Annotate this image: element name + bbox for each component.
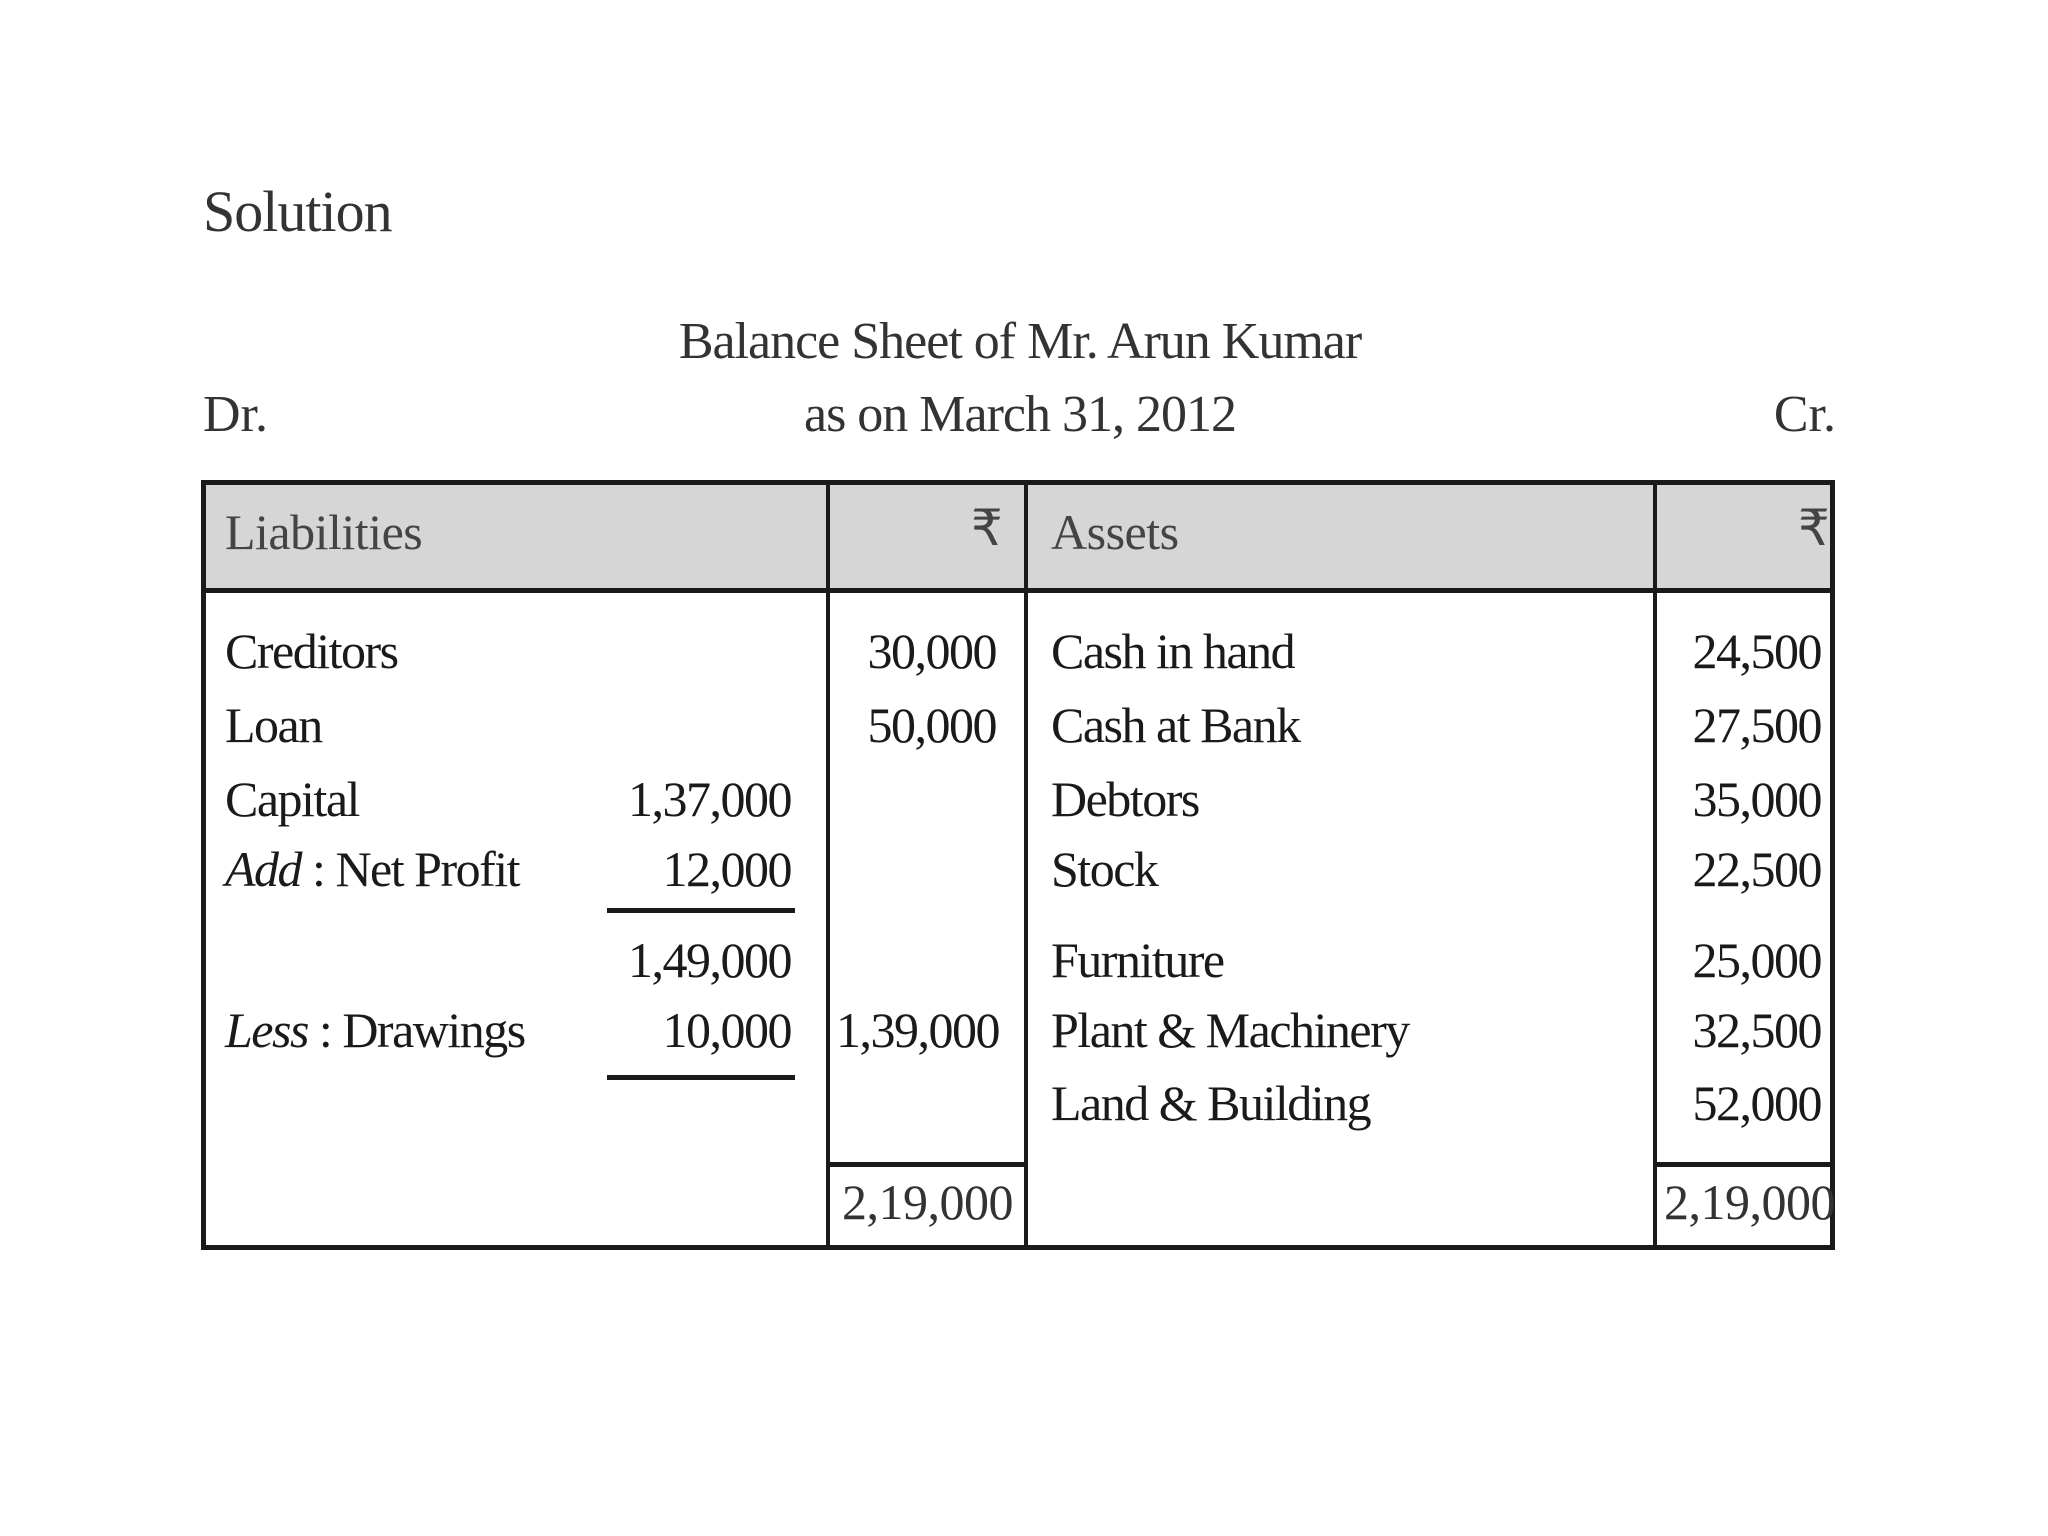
solution-heading: Solution <box>203 179 392 244</box>
asset-label-stock: Stock <box>1051 841 1158 897</box>
capital-amount: 1,37,000 <box>628 771 791 827</box>
capital-net-amount: 1,39,000 <box>836 1002 999 1058</box>
capital-label: Capital <box>225 771 359 827</box>
drawings-label <box>225 1001 525 1059</box>
asset-label-furniture: Furniture <box>1051 932 1224 988</box>
asset-label-land-building: Land & Building <box>1051 1075 1371 1131</box>
liabilities-header: Liabilities <box>225 504 423 560</box>
credit-label: Cr. <box>1773 386 1836 443</box>
balance-sheet-title: Balance Sheet of Mr. Arun Kumar <box>678 313 1362 370</box>
liability-label-loan: Loan <box>225 697 322 753</box>
rupee-icon: ₹ <box>1798 499 1830 557</box>
asset-amount-furniture: 25,000 <box>1692 932 1821 988</box>
asset-label-cash-at-bank: Cash at Bank <box>1051 697 1300 753</box>
asset-amount-plant-machinery: 32,500 <box>1692 1002 1821 1058</box>
subtotal-rule <box>607 908 795 913</box>
liability-amount-creditors: 30,000 <box>867 623 996 679</box>
capital-subtotal: 1,49,000 <box>628 932 791 988</box>
less-prefix: Less <box>225 1002 308 1058</box>
assets-header: Assets <box>1051 504 1179 560</box>
rupee-icon: ₹ <box>971 499 1003 557</box>
drawings-text: : Drawings <box>307 1002 525 1058</box>
total-assets: 2,19,000 <box>1664 1174 1835 1230</box>
liability-label-creditors: Creditors <box>225 623 398 679</box>
net-profit-amount: 12,000 <box>662 841 791 897</box>
total-rule-liabilities <box>826 1162 1028 1167</box>
drawings-amount: 10,000 <box>662 1002 791 1058</box>
balance-sheet-date: as on March 31, 2012 <box>803 386 1237 443</box>
net-profit-text: : Net Profit <box>301 841 520 897</box>
column-divider <box>826 485 830 1245</box>
asset-amount-debtors: 35,000 <box>1692 771 1821 827</box>
asset-label-plant-machinery: Plant & Machinery <box>1051 1002 1409 1058</box>
column-divider <box>1024 485 1028 1245</box>
total-rule-assets <box>1653 1162 1835 1167</box>
net-profit-label <box>225 840 519 898</box>
asset-amount-cash-at-bank: 27,500 <box>1692 697 1821 753</box>
total-liabilities: 2,19,000 <box>842 1174 1013 1230</box>
asset-amount-stock: 22,500 <box>1692 841 1821 897</box>
asset-label-cash-in-hand: Cash in hand <box>1051 623 1295 679</box>
table-header <box>206 485 1830 593</box>
add-prefix: Add <box>225 841 302 897</box>
asset-amount-cash-in-hand: 24,500 <box>1692 623 1821 679</box>
balance-sheet-table <box>201 480 1835 1250</box>
asset-label-debtors: Debtors <box>1051 771 1199 827</box>
liability-amount-loan: 50,000 <box>867 697 996 753</box>
column-divider <box>1653 485 1657 1245</box>
net-rule <box>607 1075 795 1080</box>
asset-amount-land-building: 52,000 <box>1692 1075 1821 1131</box>
debit-label: Dr. <box>203 386 268 443</box>
